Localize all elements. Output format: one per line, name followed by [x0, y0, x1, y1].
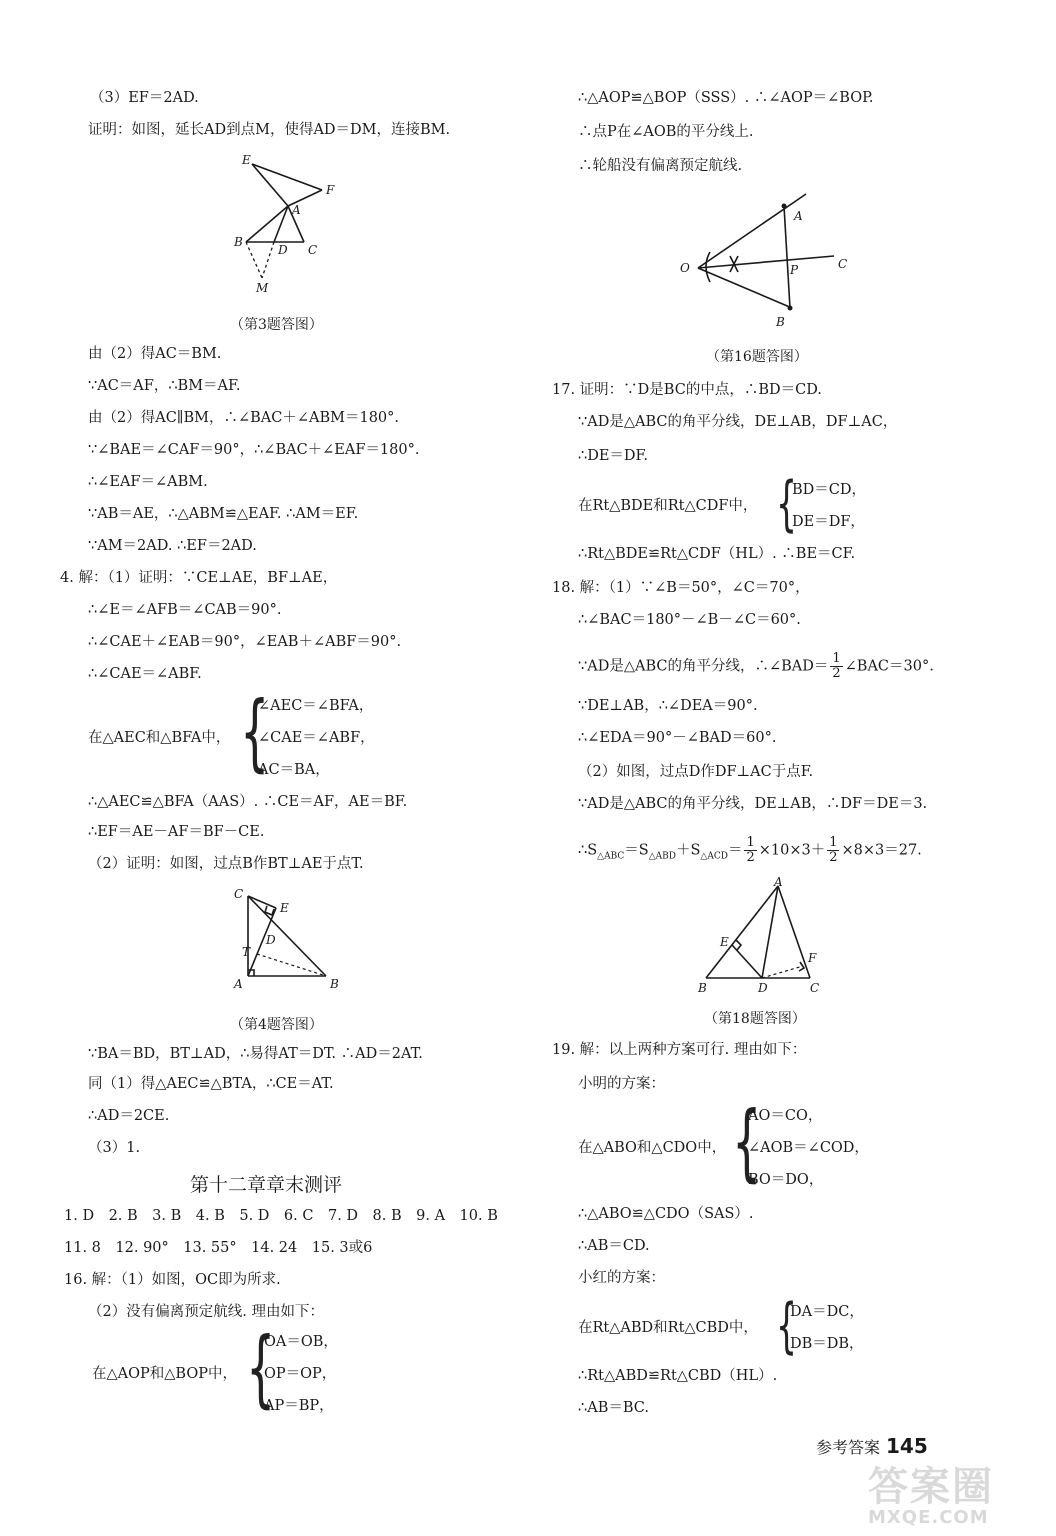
proof-line: ∵AD是△ABC的角平分线，DE⊥AB，∴DF＝DE＝3. — [578, 796, 928, 812]
figure-3 — [230, 150, 370, 300]
proof-line: 小明的方案： — [578, 1076, 665, 1092]
proof-line: ∴AB＝CD. — [578, 1238, 650, 1254]
system-line: DE＝DF， — [792, 514, 865, 530]
fraction — [827, 836, 839, 865]
seg-BM — [246, 242, 262, 278]
proof-line: ∴Rt△BDE≌Rt△CDF（HL）. ∴BE＝CF. — [578, 546, 856, 562]
left-brace: { — [732, 1093, 762, 1191]
text: ×10×3＋ — [758, 842, 826, 859]
proof-line: ∴△AEC≌△BFA（AAS）. ∴CE＝AF，AE＝BF. — [88, 794, 408, 810]
label-E: E — [720, 935, 729, 949]
label-B: B — [776, 315, 785, 329]
proof-line: ∴∠EDA＝90°－∠BAD＝60°. — [578, 730, 777, 746]
system-line: OA＝OB， — [264, 1334, 338, 1350]
system-line: OP＝OP， — [264, 1366, 337, 1382]
label-A: A — [292, 203, 301, 217]
page-number: 145 — [886, 1434, 928, 1458]
system-line: BO＝DO， — [748, 1172, 824, 1188]
point-A — [782, 204, 787, 209]
proof-line: 小红的方案： — [578, 1270, 665, 1286]
watermark-text: 答案圈 — [868, 1464, 994, 1510]
proof-line: ∴△ABO≌△CDO（SAS）. — [578, 1206, 754, 1222]
proof-line: ∴轮船没有偏离预定航线. — [578, 158, 743, 174]
seg-CE — [248, 896, 276, 908]
label-T: T — [242, 945, 251, 959]
seg-AD — [762, 886, 778, 978]
text: ＝S — [624, 842, 649, 859]
system-line: AC＝BA， — [258, 762, 330, 778]
proof-line: ∵AD是△ABC的角平分线，DE⊥AB，DF⊥AC， — [578, 414, 898, 430]
proof-line: 同（1）得△AEC≌△BTA，∴CE＝AT. — [88, 1076, 334, 1092]
label-O: O — [680, 261, 690, 275]
label-D: D — [758, 981, 768, 995]
proof-line: ∴EF＝AE－AF＝BF－CE. — [88, 824, 265, 840]
label-A: A — [774, 876, 783, 889]
text: ×8×3＝27. — [841, 842, 922, 859]
proof-line: ∴点P在∠AOB的平分线上. — [578, 124, 754, 140]
seg-DE — [732, 945, 762, 978]
proof-line: ∴AB＝BC. — [578, 1400, 649, 1416]
proof-line: ∵AB＝AE，∴△ABM≌△EAF. ∴AM＝EF. — [88, 506, 359, 522]
left-brace: { — [776, 1291, 798, 1361]
seg-AC — [778, 886, 810, 978]
label-B: B — [698, 981, 707, 995]
text: ＋S — [675, 842, 701, 859]
system-line: AP＝BP， — [264, 1398, 334, 1414]
watermark-logo — [868, 1466, 1048, 1532]
label-C: C — [234, 887, 244, 901]
system-prefix: 在△AOP和△BOP中， — [92, 1366, 237, 1382]
numerator: 1 — [832, 651, 841, 666]
proof-line: ∴∠BAC＝180°－∠B－∠C＝60°. — [578, 612, 801, 628]
system-prefix: 在△ABO和△CDO中， — [578, 1140, 727, 1156]
answer-key-row: 1. D 2. B 3. B 4. B 5. D 6. C 7. D 8. B 9. A 10. B — [64, 1208, 498, 1224]
system-line: ∠CAE＝∠ABF， — [258, 730, 375, 746]
text: ∵AD是△ABC的角平分线，∴∠BAD＝ — [578, 658, 829, 675]
fraction — [830, 652, 842, 681]
label-D: D — [278, 243, 288, 257]
label-C: C — [838, 257, 848, 271]
seg-AB — [784, 206, 790, 308]
left-brace: { — [776, 469, 798, 539]
system-prefix: 在Rt△BDE和Rt△CDF中， — [578, 498, 758, 514]
denominator: 2 — [832, 666, 841, 681]
point-B — [788, 306, 793, 311]
seg-AB — [706, 886, 778, 978]
label-M: M — [256, 281, 269, 295]
ray-OB — [698, 268, 792, 308]
problem-17-start: 17. 证明：∵D是BC的中点，∴BD＝CD. — [552, 382, 822, 398]
proof-line: ∴DE＝DF. — [578, 448, 648, 464]
system-line: DA＝DC， — [790, 1304, 864, 1320]
label-D: D — [266, 933, 276, 947]
subscript: △ABD — [648, 851, 676, 862]
proof-line: ∴∠E＝∠AFB＝∠CAB＝90°. — [88, 602, 282, 618]
subscript: △ACD — [700, 851, 728, 862]
proof-3-intro: 证明：如图，延长AD到点M，使得AD＝DM，连接BM. — [88, 122, 451, 138]
footer-label: 参考答案 — [816, 1438, 881, 1457]
system-prefix: 在Rt△ABD和Rt△CBD中， — [578, 1320, 758, 1336]
figure-16 — [670, 186, 870, 332]
label-C: C — [810, 981, 820, 995]
proof-line: 由（2）得AC＝BM. — [88, 346, 222, 362]
area-formula — [578, 836, 922, 866]
left-brace: { — [240, 683, 270, 781]
right-angle-mark — [736, 940, 741, 950]
label-E: E — [280, 901, 289, 915]
proof-line: ∵DE⊥AB，∴∠DEA＝90°. — [578, 698, 758, 714]
system-line: ∠AEC＝∠BFA， — [258, 698, 374, 714]
proof-line: 由（2）得AC∥BM，∴∠BAC＋∠ABM＝180°. — [88, 410, 400, 426]
subscript: △ABC — [597, 851, 625, 862]
seg-DF — [762, 966, 803, 978]
figure-4-caption: （第4题答图） — [230, 1017, 323, 1033]
proof-line: ∴∠CAE＋∠EAB＝90°，∠EAB＋∠ABF＝90°. — [88, 634, 402, 650]
figure-3-caption: （第3题答图） — [230, 317, 323, 333]
system-line: AO＝CO， — [748, 1108, 823, 1124]
label-F: F — [808, 951, 817, 965]
label-B: B — [330, 977, 339, 991]
proof-line-fraction — [578, 652, 934, 681]
proof-line: （2）证明：如图，过点B作BT⊥AE于点T. — [88, 856, 364, 872]
figure-4 — [230, 884, 350, 994]
proof-line: （3）1. — [88, 1140, 141, 1156]
left-brace: { — [246, 1319, 276, 1417]
label-P: P — [790, 263, 799, 277]
text: ＝ — [727, 842, 743, 859]
proof-line: （2）如图，过点D作DF⊥AC于点F. — [578, 764, 814, 780]
problem-4-start: 4. 解：（1）证明：∵CE⊥AE，BF⊥AE， — [60, 570, 338, 586]
figure-18 — [696, 876, 836, 1004]
answer-key-row: 11. 8 12. 90° 13. 55° 14. 24 15. 3或6 — [64, 1240, 373, 1256]
label-C: C — [308, 243, 318, 257]
proof-line: （2）没有偏离预定航线. 理由如下： — [88, 1304, 324, 1320]
denominator: 2 — [829, 850, 838, 865]
numerator: 1 — [829, 835, 838, 850]
label-A: A — [234, 977, 243, 991]
line-3-claim: （3）EF＝2AD. — [90, 90, 199, 106]
problem-16-start: 16. 解：（1）如图，OC即为所求. — [64, 1272, 281, 1288]
problem-19-start: 19. 解：以上两种方案可行. 理由如下： — [552, 1042, 807, 1058]
proof-line: ∴△AOP≌△BOP（SSS）. ∴∠AOP＝∠BOP. — [578, 90, 874, 106]
system-prefix: 在△AEC和△BFA中， — [88, 730, 231, 746]
text: ∴S — [578, 842, 598, 859]
seg-DM — [262, 242, 274, 278]
right-angle-mark — [799, 962, 804, 971]
figure-16-caption: （第16题答图） — [706, 349, 808, 365]
proof-line: ∴Rt△ABD≌Rt△CBD（HL）. — [578, 1368, 778, 1384]
proof-line: ∴AD＝2CE. — [88, 1108, 170, 1124]
system-line: DB＝DB， — [790, 1336, 864, 1352]
fraction — [744, 836, 756, 865]
text: ∠BAC＝30°. — [844, 658, 934, 675]
ray-OA — [698, 194, 806, 268]
proof-line: ∵∠BAE＝∠CAF＝90°，∴∠BAC＋∠EAF＝180°. — [88, 442, 420, 458]
label-B: B — [234, 235, 243, 249]
proof-line: ∵AC＝AF，∴BM＝AF. — [88, 378, 241, 394]
label-E: E — [242, 153, 251, 167]
proof-line: ∵BA＝BD，BT⊥AD，∴易得AT＝DT. ∴AD＝2AT. — [88, 1046, 423, 1062]
label-F: F — [326, 183, 335, 197]
proof-line: ∵AM＝2AD. ∴EF＝2AD. — [88, 538, 257, 554]
denominator: 2 — [746, 850, 755, 865]
figure-18-caption: （第18题答图） — [704, 1011, 806, 1027]
label-A: A — [794, 209, 803, 223]
system-line: BD＝CD， — [792, 482, 867, 498]
page-footer — [816, 1434, 928, 1458]
system-line: ∠AOB＝∠COD， — [748, 1140, 869, 1156]
problem-18-start: 18. 解：（1）∵∠B＝50°，∠C＝70°， — [552, 580, 810, 596]
watermark-url: MXQE.COM — [868, 1507, 989, 1528]
ray-OC — [698, 256, 834, 268]
proof-line: ∴∠EAF＝∠ABM. — [88, 474, 208, 490]
numerator: 1 — [746, 835, 755, 850]
proof-line: ∴∠CAE＝∠ABF. — [88, 666, 202, 682]
chapter-title: 第十二章章末测评 — [190, 1174, 343, 1196]
